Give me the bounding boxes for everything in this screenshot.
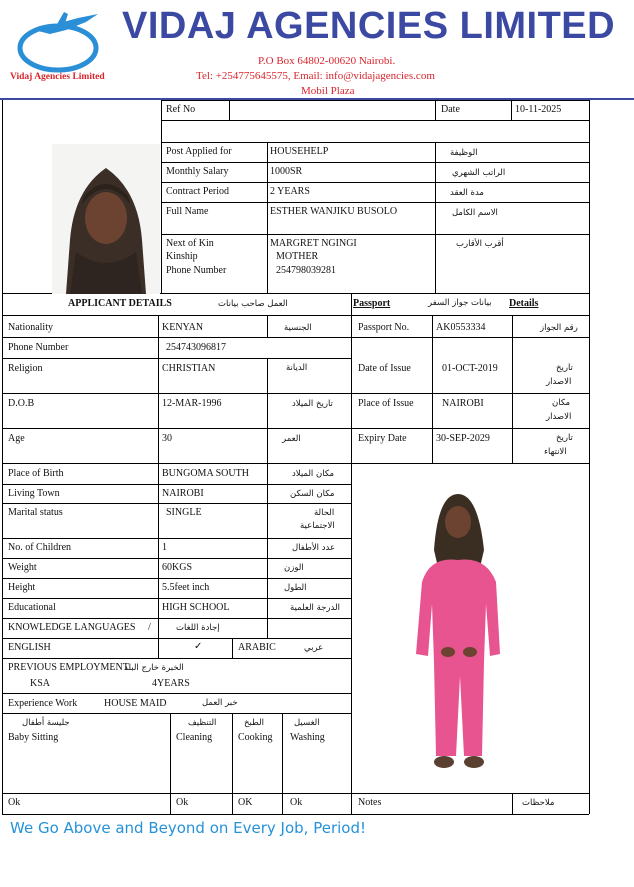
dob-label: D.O.B: [8, 398, 35, 409]
marital-value: SINGLE: [166, 507, 202, 518]
previous-employment-label: PREVIOUS EMPLOYMENT: [8, 662, 129, 673]
passport-no-value: AK0553334: [436, 322, 486, 333]
height-value: 5.5feet inch: [162, 582, 210, 593]
marital-arabic-1: الحالة: [314, 508, 335, 518]
religion-label: Religion: [8, 363, 43, 374]
company-title: VIDAJ AGENCIES LIMITED: [122, 5, 616, 47]
dob-arabic: تاريخ الميلاد: [292, 399, 333, 409]
notes-label: Notes: [358, 797, 382, 808]
applicant-details-heading: APPLICANT DETAILS: [68, 298, 172, 309]
place-of-birth-value: BUNGOMA SOUTH: [162, 468, 249, 479]
skill-washing-arabic: الغسيل: [294, 718, 320, 728]
skill-cooking-value: OK: [238, 797, 253, 808]
issue-date-arabic-1: تاريخ: [556, 363, 573, 373]
phone-label: Phone Number: [8, 342, 69, 353]
post-value: HOUSEHELP: [270, 146, 329, 157]
issue-date-arabic-2: الاصدار: [546, 377, 572, 387]
logo-caption: Vidaj Agencies Limited: [10, 72, 105, 82]
age-label: Age: [8, 433, 25, 444]
height-arabic: الطول: [284, 583, 307, 593]
education-value: HIGH SCHOOL: [162, 602, 230, 613]
skill-cooking-label: Cooking: [238, 732, 273, 743]
date-value: 10-11-2025: [515, 104, 562, 115]
full-name-value: ESTHER WANJIKU BUSOLO: [270, 206, 398, 217]
living-town-value: NAIROBI: [162, 488, 204, 499]
living-town-arabic: مكان السكن: [290, 489, 335, 499]
experience-work-value: HOUSE MAID: [104, 698, 167, 709]
skill-cleaning-value: Ok: [176, 797, 189, 808]
full-name-arabic: الاسم الكامل: [452, 208, 498, 218]
english-label: ENGLISH: [8, 642, 51, 653]
kin-phone-value: 254798039281: [276, 265, 336, 276]
passport-heading-arabic: بيانات جواز السفر: [428, 298, 492, 308]
notes-arabic: ملاحظات: [522, 798, 555, 808]
employment-years: 4YEARS: [152, 678, 190, 689]
arabic-label: ARABIC: [238, 642, 276, 653]
skill-washing-label: Washing: [290, 732, 325, 743]
contract-value: 2 YEARS: [270, 186, 310, 197]
salary-label: Monthly Salary: [166, 166, 229, 177]
post-arabic: الوظيفة: [450, 148, 478, 158]
expiry-label: Expiry Date: [358, 433, 407, 444]
previous-employment-arabic: الخبرة خارج البلد: [124, 663, 184, 673]
skill-washing-value: Ok: [290, 797, 303, 808]
kinship-label: Kinship: [166, 251, 198, 262]
issue-place-arabic-1: مكان: [552, 398, 571, 408]
company-contact: Tel: +254775645575, Email: info@vidajagencies.com: [196, 70, 435, 82]
skill-baby-sitting-arabic: جليسة أطفال: [22, 718, 70, 728]
age-arabic: العمر: [282, 434, 301, 444]
age-value: 30: [162, 433, 172, 444]
phone-value: 254743096817: [166, 342, 226, 353]
weight-label: Weight: [8, 562, 37, 573]
nationality-value: KENYAN: [162, 322, 204, 333]
company-address: P.O Box 64802-00620 Nairobi.: [258, 55, 396, 67]
place-of-birth-arabic: مكان الميلاد: [292, 469, 335, 479]
expiry-arabic-1: تاريخ: [556, 433, 573, 443]
passport-heading: Passport: [353, 298, 391, 309]
languages-heading: KNOWLEDGE LANGUAGES: [8, 622, 136, 633]
marital-label: Marital status: [8, 507, 63, 518]
full-name-label: Full Name: [166, 206, 209, 217]
nationality-arabic: الجنسية: [284, 323, 312, 333]
weight-value: 60KGS: [162, 562, 193, 573]
contract-arabic: مدة العقد: [450, 188, 484, 198]
languages-slash: /: [148, 622, 151, 633]
marital-arabic-2: الاجتماعية: [300, 521, 335, 531]
arabic-arabic: عربي: [304, 643, 324, 653]
children-arabic: عدد الأطفال: [292, 543, 336, 553]
issue-place-label: Place of Issue: [358, 398, 414, 409]
next-of-kin-label: Next of Kin: [166, 238, 214, 249]
skill-baby-sitting-label: Baby Sitting: [8, 732, 59, 743]
english-check-icon: ✓: [194, 641, 203, 652]
expiry-arabic-2: الانتهاء: [544, 447, 567, 457]
applicant-details-arabic: العمل صاحب بيانات: [218, 299, 288, 309]
date-label: Date: [441, 104, 460, 115]
height-label: Height: [8, 582, 36, 593]
children-value: 1: [162, 542, 167, 553]
skill-cleaning-arabic: التنظيف: [188, 718, 217, 728]
place-of-birth-label: Place of Birth: [8, 468, 64, 479]
company-location: Mobil Plaza: [301, 85, 355, 97]
expiry-value: 30-SEP-2029: [436, 433, 490, 444]
skill-cooking-arabic: الطبخ: [244, 718, 264, 728]
issue-date-label: Date of Issue: [358, 363, 411, 374]
ref-no-label: Ref No: [166, 104, 196, 115]
experience-work-label: Experience Work: [8, 698, 78, 709]
passport-details-heading: Details: [509, 298, 539, 309]
post-label: Post Applied for: [166, 146, 232, 157]
languages-arabic: إجادة اللغات: [176, 623, 220, 633]
religion-value: CHRISTIAN: [162, 363, 216, 374]
next-of-kin-arabic: أقرب الأقارب: [456, 239, 504, 249]
applicant-full-body-photo: [400, 486, 510, 782]
kin-phone-label: Phone Number: [166, 265, 227, 276]
contract-label: Contract Period: [166, 186, 230, 197]
employment-country: KSA: [30, 678, 51, 689]
salary-value: 1000SR: [270, 166, 303, 177]
nationality-label: Nationality: [8, 322, 53, 333]
applicant-portrait-photo: [52, 144, 160, 294]
weight-arabic: الوزن: [284, 563, 304, 573]
salary-arabic: الراتب الشهري: [452, 168, 506, 178]
dob-value: 12-MAR-1996: [162, 398, 222, 409]
issue-place-arabic-2: الاصدار: [546, 412, 572, 422]
experience-work-arabic: خبر العمل: [202, 698, 238, 708]
passport-no-arabic: رقم الجواز: [540, 323, 578, 333]
issue-date-value: 01-OCT-2019: [442, 363, 498, 374]
education-label: Educational: [8, 602, 56, 613]
skill-cleaning-label: Cleaning: [176, 732, 213, 743]
living-town-label: Living Town: [8, 488, 60, 499]
skill-baby-sitting-value: Ok: [8, 797, 21, 808]
passport-no-label: Passport No.: [358, 322, 410, 333]
religion-arabic: الديانة: [286, 363, 308, 373]
company-tagline: We Go Above and Beyond on Every Job, Period!: [10, 819, 367, 837]
children-label: No. of Children: [8, 542, 72, 553]
issue-place-value: NAIROBI: [442, 398, 484, 409]
education-arabic: الدرجة العلمية: [290, 603, 340, 613]
kinship-value: MOTHER: [276, 251, 319, 262]
next-of-kin-value: MARGRET NGINGI: [270, 238, 357, 249]
